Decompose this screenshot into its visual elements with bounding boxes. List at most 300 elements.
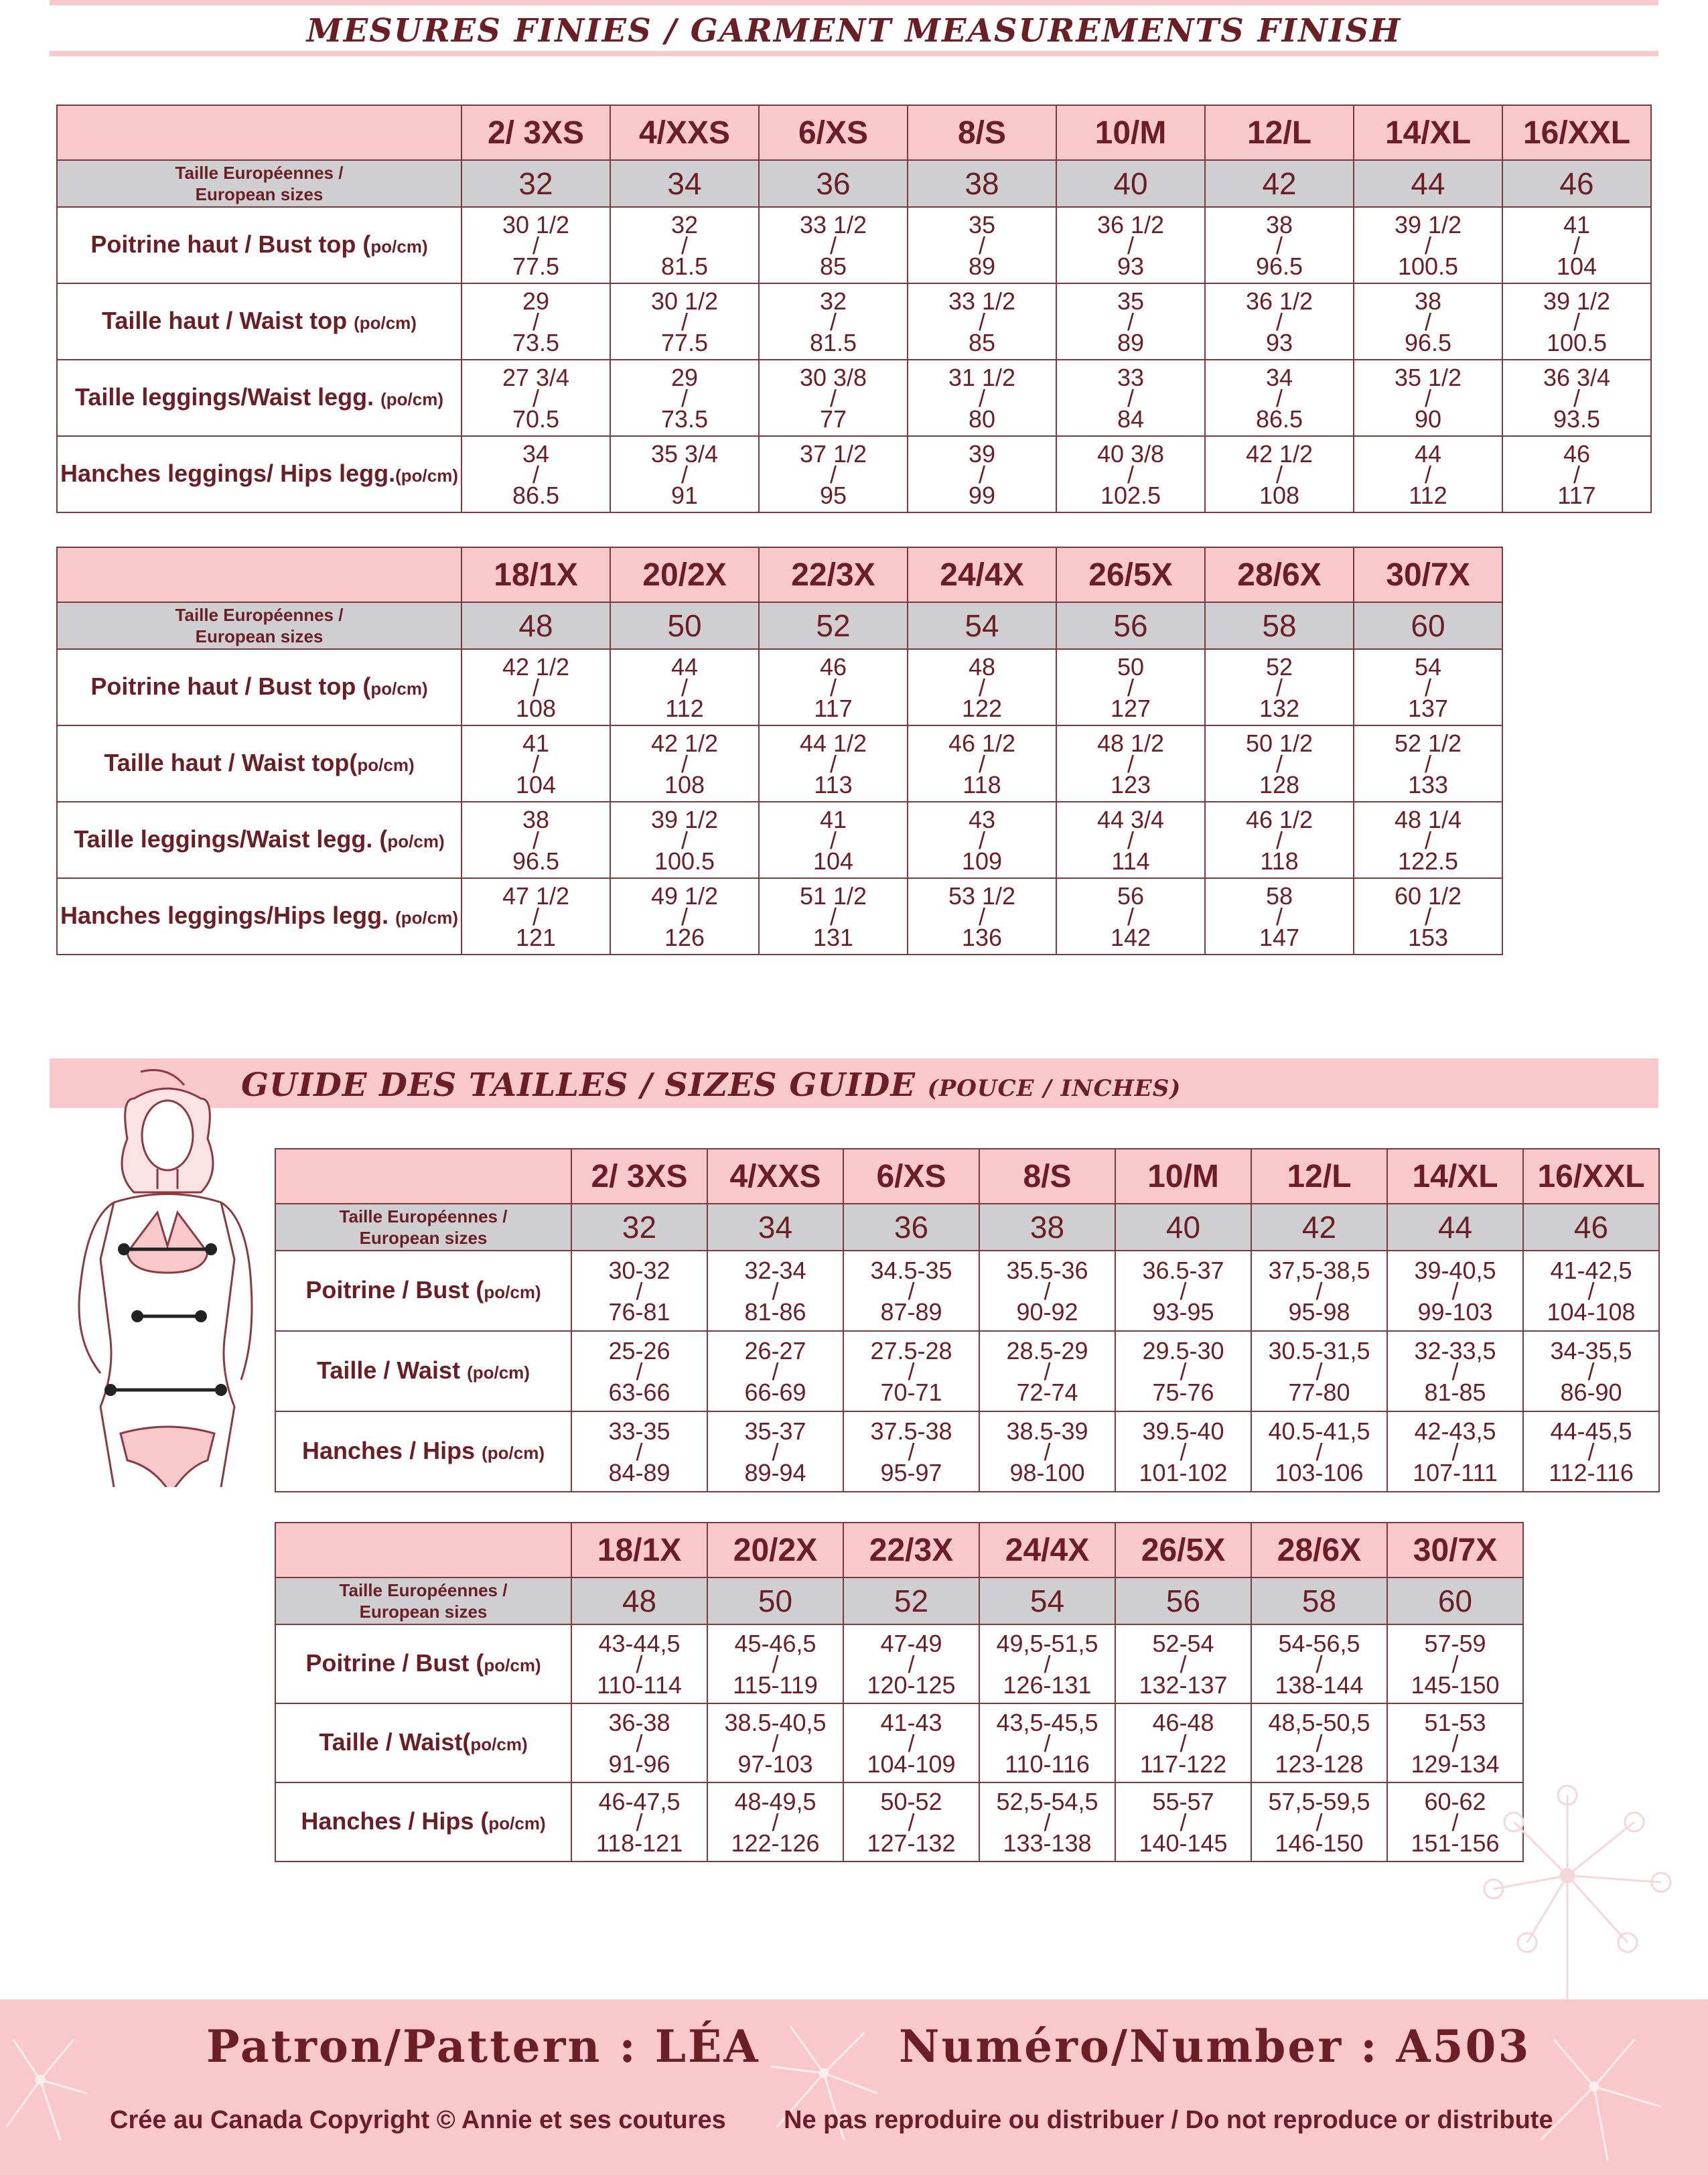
header-corner-cell (275, 1523, 571, 1577)
european-size-value: 34 (707, 1204, 843, 1251)
european-label-line2: European sizes (195, 626, 324, 646)
value-separator: / (1044, 1437, 1051, 1466)
value-separator: / (829, 231, 837, 259)
measurement-cell (610, 878, 759, 955)
cm-value: 91 (670, 481, 699, 509)
cm-value: 114 (1111, 847, 1150, 875)
cm-value: 100.5 (654, 847, 715, 875)
measurement-label (57, 207, 461, 283)
cm-value: 127-132 (867, 1829, 956, 1857)
measurement-cell (759, 283, 908, 360)
value-separator: / (1044, 1650, 1051, 1678)
inch-value: 50 (1117, 652, 1145, 681)
cm-value: 101-102 (1139, 1458, 1228, 1486)
inch-value: 51 1/2 (799, 882, 867, 910)
inch-value: 44 3/4 (1096, 805, 1165, 833)
measurement-cell (1205, 802, 1354, 878)
size-label: 24/4X (908, 547, 1056, 602)
inch-value: 39-40,5 (1414, 1256, 1496, 1284)
size-header-row (275, 1149, 1659, 1204)
measurement-cell (571, 1331, 707, 1411)
inch-value: 40 3/8 (1096, 439, 1165, 468)
cm-value: 87-89 (880, 1297, 942, 1326)
cm-value: 85 (819, 252, 847, 280)
measurement-cell (707, 1782, 843, 1862)
guide-title-sub: (POUCE / INCHES) (927, 1075, 1182, 1102)
european-label-line1: Taille Européennes / (175, 605, 344, 625)
european-label-line1: Taille Européennes / (339, 1206, 508, 1226)
size-label: 22/3X (843, 1523, 979, 1577)
inch-value: 48 (968, 652, 996, 681)
value-separator: / (829, 750, 837, 778)
measurement-row (57, 802, 1502, 878)
size-label: 24/4X (979, 1523, 1115, 1577)
cm-value: 133-138 (1003, 1829, 1092, 1857)
measurement-cell (759, 436, 908, 512)
european-size-value: 40 (1056, 160, 1205, 207)
measurement-unit: po/cm) (488, 1813, 546, 1833)
value-separator: / (978, 826, 985, 854)
measurement-cell (1115, 1624, 1251, 1703)
measurement-row (57, 207, 1651, 283)
inch-value: 41-43 (880, 1708, 942, 1736)
value-separator: / (829, 826, 837, 854)
inch-value: 46 (819, 652, 847, 681)
size-label: 18/1X (461, 547, 610, 602)
measurement-cell (461, 802, 610, 878)
garment-title: MESURES FINIES / GARMENT MEASUREMENTS FINISH (306, 12, 1402, 50)
value-separator: / (1424, 902, 1431, 930)
cm-value: 123 (1110, 770, 1151, 798)
cm-value: 81-86 (744, 1297, 806, 1326)
guide-table-2 (275, 1522, 1524, 1862)
cm-value: 91-96 (608, 1750, 670, 1778)
inch-value: 42 1/2 (502, 652, 570, 681)
cm-value: 104 (1556, 252, 1597, 280)
cm-value: 84 (1117, 405, 1145, 433)
inch-value: 36.5-37 (1142, 1256, 1224, 1284)
measurement-cell (707, 1703, 843, 1782)
inch-value: 32-34 (744, 1256, 806, 1284)
inch-value: 44 1/2 (799, 729, 867, 757)
inch-value: 30.5-31,5 (1268, 1336, 1370, 1364)
value-separator: / (636, 1277, 643, 1305)
measurement-unit: (po/cm) (482, 1442, 545, 1463)
measurement-cell (843, 1782, 979, 1862)
value-separator: / (772, 1277, 779, 1305)
measurement-cell (908, 207, 1056, 283)
value-separator: / (772, 1357, 779, 1385)
inch-value: 35 (1117, 287, 1145, 315)
measurement-cell (1251, 1624, 1387, 1703)
cm-value: 89 (968, 252, 996, 280)
inch-value: 29 (670, 363, 699, 391)
cm-value: 133 (1407, 770, 1449, 798)
inch-value: 46 1/2 (1245, 805, 1313, 833)
inch-value: 56 (1117, 882, 1145, 910)
measurement-unit: (po/cm) (380, 389, 443, 409)
measurement-cell (979, 1782, 1115, 1862)
cm-value: 104 (812, 847, 854, 875)
size-header-row (275, 1523, 1523, 1577)
value-separator: / (1275, 902, 1283, 930)
inch-value: 60 1/2 (1394, 882, 1462, 910)
measurement-cell (843, 1703, 979, 1782)
measurement-row (57, 649, 1502, 725)
pattern-number: Numéro/Number : A503 (899, 2020, 1531, 2073)
european-size-row (275, 1204, 1659, 1251)
cm-value: 112-116 (1549, 1458, 1634, 1486)
cm-value: 98-100 (1009, 1458, 1085, 1486)
value-separator: / (978, 231, 985, 259)
inch-value: 25-26 (608, 1336, 670, 1364)
cm-value: 73.5 (512, 328, 560, 356)
measurement-cell (461, 878, 610, 955)
measurement-name: Taille leggings/Waist legg. (75, 382, 381, 411)
measurement-name: Hanches / Hips ( (301, 1807, 489, 1835)
value-separator: / (1180, 1437, 1187, 1466)
inch-value: 41 (1563, 210, 1591, 238)
value-separator: / (908, 1650, 915, 1678)
value-separator: / (681, 826, 688, 854)
european-size-value: 48 (461, 602, 610, 649)
cm-value: 146-150 (1275, 1829, 1364, 1857)
european-size-value: 60 (1387, 1577, 1523, 1624)
european-label-line1: Taille Européennes / (339, 1580, 508, 1600)
cm-value: 115-119 (733, 1671, 818, 1699)
size-label: 2/ 3XS (461, 105, 610, 160)
measurement-unit: (po/cm) (395, 465, 458, 486)
inch-value: 57-59 (1424, 1629, 1486, 1657)
value-separator: / (1275, 750, 1283, 778)
measurement-label (275, 1782, 571, 1862)
value-separator: / (1044, 1808, 1051, 1836)
cm-value: 80 (968, 405, 996, 433)
inch-value: 30 1/2 (650, 287, 719, 315)
measurement-cell (1115, 1782, 1251, 1862)
value-separator: / (681, 460, 688, 488)
value-separator: / (532, 231, 539, 259)
measurement-cell (1251, 1251, 1387, 1331)
measurement-label (275, 1411, 571, 1492)
size-label: 30/7X (1387, 1523, 1523, 1577)
cm-value: 117 (814, 694, 853, 722)
european-size-value: 48 (571, 1577, 707, 1624)
measurement-label (275, 1251, 571, 1331)
measurement-cell (1205, 283, 1354, 360)
inch-value: 52 1/2 (1394, 729, 1462, 757)
inch-value: 33 1/2 (799, 210, 867, 238)
value-separator: / (1424, 231, 1431, 259)
measurement-cell (908, 283, 1056, 360)
measurement-label (275, 1703, 571, 1782)
header-corner-cell (57, 547, 461, 602)
measurement-cell (1205, 725, 1354, 802)
measurement-cell (908, 802, 1056, 878)
value-separator: / (532, 460, 539, 488)
inch-value: 52 (1265, 652, 1293, 681)
size-label: 16/XXL (1523, 1149, 1659, 1204)
measurement-name: Taille / Waist (317, 1356, 468, 1384)
value-separator: / (829, 307, 837, 336)
cm-value: 89-94 (744, 1458, 806, 1486)
inch-value: 44-45,5 (1550, 1417, 1632, 1445)
measurement-label (57, 436, 461, 512)
title-rule-top (50, 0, 1658, 5)
measurement-name: Poitrine / Bust ( (305, 1648, 484, 1677)
value-separator: / (1587, 1357, 1595, 1385)
inch-value: 34-35,5 (1550, 1336, 1632, 1364)
european-size-value: 58 (1251, 1577, 1387, 1624)
cm-value: 84-89 (608, 1458, 670, 1486)
cm-value: 90-92 (1016, 1297, 1078, 1326)
inch-value: 53 1/2 (948, 882, 1016, 910)
title-rule-bottom (50, 51, 1658, 56)
inch-value: 34 (522, 439, 550, 468)
inch-value: 48 1/4 (1394, 805, 1462, 833)
measurement-cell (1056, 878, 1205, 955)
cm-value: 90 (1414, 405, 1442, 433)
value-separator: / (1315, 1808, 1323, 1836)
measurement-cell (1354, 725, 1502, 802)
cm-value: 132-137 (1139, 1671, 1228, 1699)
measurement-cell (1354, 207, 1502, 283)
measurement-row (275, 1782, 1523, 1862)
guide-table-1 (275, 1148, 1660, 1492)
cm-value: 107-111 (1413, 1458, 1498, 1486)
inch-value: 32-33,5 (1414, 1336, 1496, 1364)
inch-value: 34.5-35 (870, 1256, 952, 1284)
value-separator: / (1315, 1277, 1323, 1305)
value-separator: / (1127, 826, 1134, 854)
size-label: 22/3X (759, 547, 908, 602)
european-size-value: 32 (571, 1204, 707, 1251)
inch-value: 55-57 (1152, 1787, 1214, 1815)
inch-value: 54 (1414, 652, 1442, 681)
european-size-value: 58 (1205, 602, 1354, 649)
cm-value: 100.5 (1546, 328, 1608, 356)
value-separator: / (636, 1357, 643, 1385)
size-label: 12/L (1251, 1149, 1387, 1204)
inch-value: 42 1/2 (650, 729, 719, 757)
value-separator: / (1275, 307, 1283, 336)
measurement-cell (1354, 436, 1502, 512)
value-separator: / (978, 460, 985, 488)
cm-value: 108 (1259, 481, 1300, 509)
inch-value: 43-44,5 (598, 1629, 681, 1657)
inch-value: 60-62 (1424, 1787, 1486, 1815)
cm-value: 93.5 (1553, 405, 1601, 433)
value-separator: / (1127, 673, 1134, 701)
european-size-label (275, 1577, 571, 1624)
inch-value: 50 1/2 (1245, 729, 1313, 757)
measurement-name: Taille haut / Waist top( (104, 748, 358, 776)
value-separator: / (1315, 1729, 1323, 1757)
measurement-cell (1354, 649, 1502, 725)
inch-value: 58 (1265, 882, 1293, 910)
measurement-cell (1205, 649, 1354, 725)
value-separator: / (908, 1357, 915, 1385)
inch-value: 48-49,5 (734, 1787, 816, 1815)
cm-value: 97-103 (737, 1750, 813, 1778)
cm-value: 76-81 (608, 1297, 670, 1326)
cm-value: 118-121 (595, 1829, 683, 1857)
inch-value: 36 1/2 (1245, 287, 1313, 315)
value-separator: / (1180, 1808, 1187, 1836)
european-size-value: 36 (759, 160, 908, 207)
inch-value: 32 (670, 210, 699, 238)
measurement-cell (610, 725, 759, 802)
cm-value: 77.5 (512, 252, 560, 280)
guide-title (241, 1058, 1181, 1108)
measurement-cell (461, 283, 610, 360)
measurement-row (57, 360, 1651, 436)
measurement-cell (1387, 1331, 1523, 1411)
european-size-value: 44 (1387, 1204, 1523, 1251)
value-separator: / (772, 1437, 779, 1466)
measurement-cell (1056, 207, 1205, 283)
cm-value: 145-150 (1411, 1671, 1500, 1699)
value-separator: / (681, 307, 688, 336)
inch-value: 40.5-41,5 (1268, 1417, 1370, 1445)
measurement-label (57, 649, 461, 725)
cm-value: 86-90 (1560, 1378, 1622, 1406)
inch-value: 50-52 (880, 1787, 942, 1815)
inch-value: 37 1/2 (799, 439, 867, 468)
inch-value: 39 1/2 (650, 805, 719, 833)
cm-value: 75-76 (1152, 1378, 1214, 1406)
measurement-cell (707, 1331, 843, 1411)
cm-value: 123-128 (1275, 1750, 1364, 1778)
cm-value: 81.5 (809, 328, 857, 356)
european-size-value: 56 (1115, 1577, 1251, 1624)
cm-value: 110-116 (1005, 1750, 1090, 1778)
cm-value: 85 (968, 328, 996, 356)
value-separator: / (1451, 1808, 1459, 1836)
header-corner-cell (57, 105, 461, 160)
value-separator: / (1573, 460, 1580, 488)
distribution-notice: Ne pas reproduire ou distribuer / Do not reproduce or distribute (784, 2106, 1553, 2134)
cm-value: 113 (814, 770, 853, 798)
inch-value: 52,5-54,5 (996, 1787, 1098, 1815)
inch-value: 39 1/2 (1543, 287, 1611, 315)
measurement-cell (979, 1703, 1115, 1782)
european-size-value: 42 (1205, 160, 1354, 207)
size-label: 14/XL (1354, 105, 1502, 160)
cm-value: 128 (1259, 770, 1300, 798)
cm-value: 140-145 (1139, 1829, 1228, 1857)
measurement-unit: (po/cm) (467, 1362, 530, 1383)
measurement-unit: po/cm) (357, 754, 415, 775)
cm-value: 109 (961, 847, 1003, 875)
measurement-cell (1115, 1331, 1251, 1411)
value-separator: / (532, 750, 539, 778)
value-separator: / (978, 384, 985, 412)
inch-value: 51-53 (1424, 1708, 1486, 1736)
value-separator: / (636, 1808, 643, 1836)
measurement-cell (1056, 360, 1205, 436)
value-separator: / (636, 1650, 643, 1678)
inch-value: 33 (1117, 363, 1145, 391)
value-separator: / (1573, 231, 1580, 259)
value-separator: / (829, 384, 837, 412)
value-separator: / (532, 307, 539, 336)
cm-value: 138-144 (1275, 1671, 1364, 1699)
european-label-line2: European sizes (359, 1228, 488, 1248)
measurement-cell (1523, 1251, 1659, 1331)
value-separator: / (636, 1437, 643, 1466)
inch-value: 28.5-29 (1006, 1336, 1088, 1364)
european-size-value: 46 (1502, 160, 1651, 207)
european-size-row (57, 602, 1502, 649)
value-separator: / (1315, 1650, 1323, 1678)
garment-table-2 (56, 547, 1503, 955)
cm-value: 104-108 (1547, 1297, 1636, 1326)
inch-value: 30 1/2 (502, 210, 570, 238)
measurement-cell (979, 1411, 1115, 1492)
measurement-cell (1056, 649, 1205, 725)
value-separator: / (1573, 384, 1580, 412)
garment-table-1 (56, 104, 1652, 513)
inch-value: 38 (1414, 287, 1442, 315)
measurement-label (57, 878, 461, 955)
cm-value: 121 (515, 923, 557, 951)
inch-value: 46-48 (1152, 1708, 1214, 1736)
measurement-label (57, 283, 461, 360)
cm-value: 112 (1409, 481, 1447, 509)
measurement-unit: po/cm) (370, 678, 428, 699)
measurement-row (275, 1251, 1659, 1331)
cm-value: 108 (664, 770, 705, 798)
measurement-cell (610, 207, 759, 283)
inch-value: 43 (968, 805, 996, 833)
cm-value: 127 (1110, 694, 1151, 722)
measurement-row (57, 283, 1651, 360)
cm-value: 104 (515, 770, 557, 798)
measurement-cell (571, 1782, 707, 1862)
size-label: 6/XS (759, 105, 908, 160)
cm-value: 70.5 (512, 405, 560, 433)
size-header-row (57, 547, 1502, 602)
cm-value: 95-97 (880, 1458, 942, 1486)
value-separator: / (1127, 460, 1134, 488)
inch-value: 54-56,5 (1278, 1629, 1360, 1657)
value-separator: / (1424, 750, 1431, 778)
value-separator: / (532, 673, 539, 701)
cm-value: 122.5 (1397, 847, 1459, 875)
cm-value: 132 (1259, 694, 1300, 722)
inch-value: 33-35 (608, 1417, 670, 1445)
measurement-cell (571, 1703, 707, 1782)
measurement-row (57, 725, 1502, 802)
inch-value: 49 1/2 (650, 882, 719, 910)
value-separator: / (681, 673, 688, 701)
measurement-label (275, 1331, 571, 1411)
measurement-unit: po/cm) (470, 1734, 528, 1754)
measurement-cell (759, 360, 908, 436)
measurement-name: Poitrine haut / Bust top ( (90, 672, 371, 700)
value-separator: / (1424, 673, 1431, 701)
cm-value: 99 (968, 481, 996, 509)
value-separator: / (772, 1808, 779, 1836)
inch-value: 52-54 (1152, 1629, 1214, 1657)
dandelion-decoration (1393, 1715, 1708, 2010)
value-separator: / (1315, 1437, 1323, 1466)
size-label: 8/S (979, 1149, 1115, 1204)
european-size-value: 52 (759, 602, 908, 649)
inch-value: 48,5-50,5 (1268, 1708, 1370, 1736)
measurement-cell (1251, 1331, 1387, 1411)
